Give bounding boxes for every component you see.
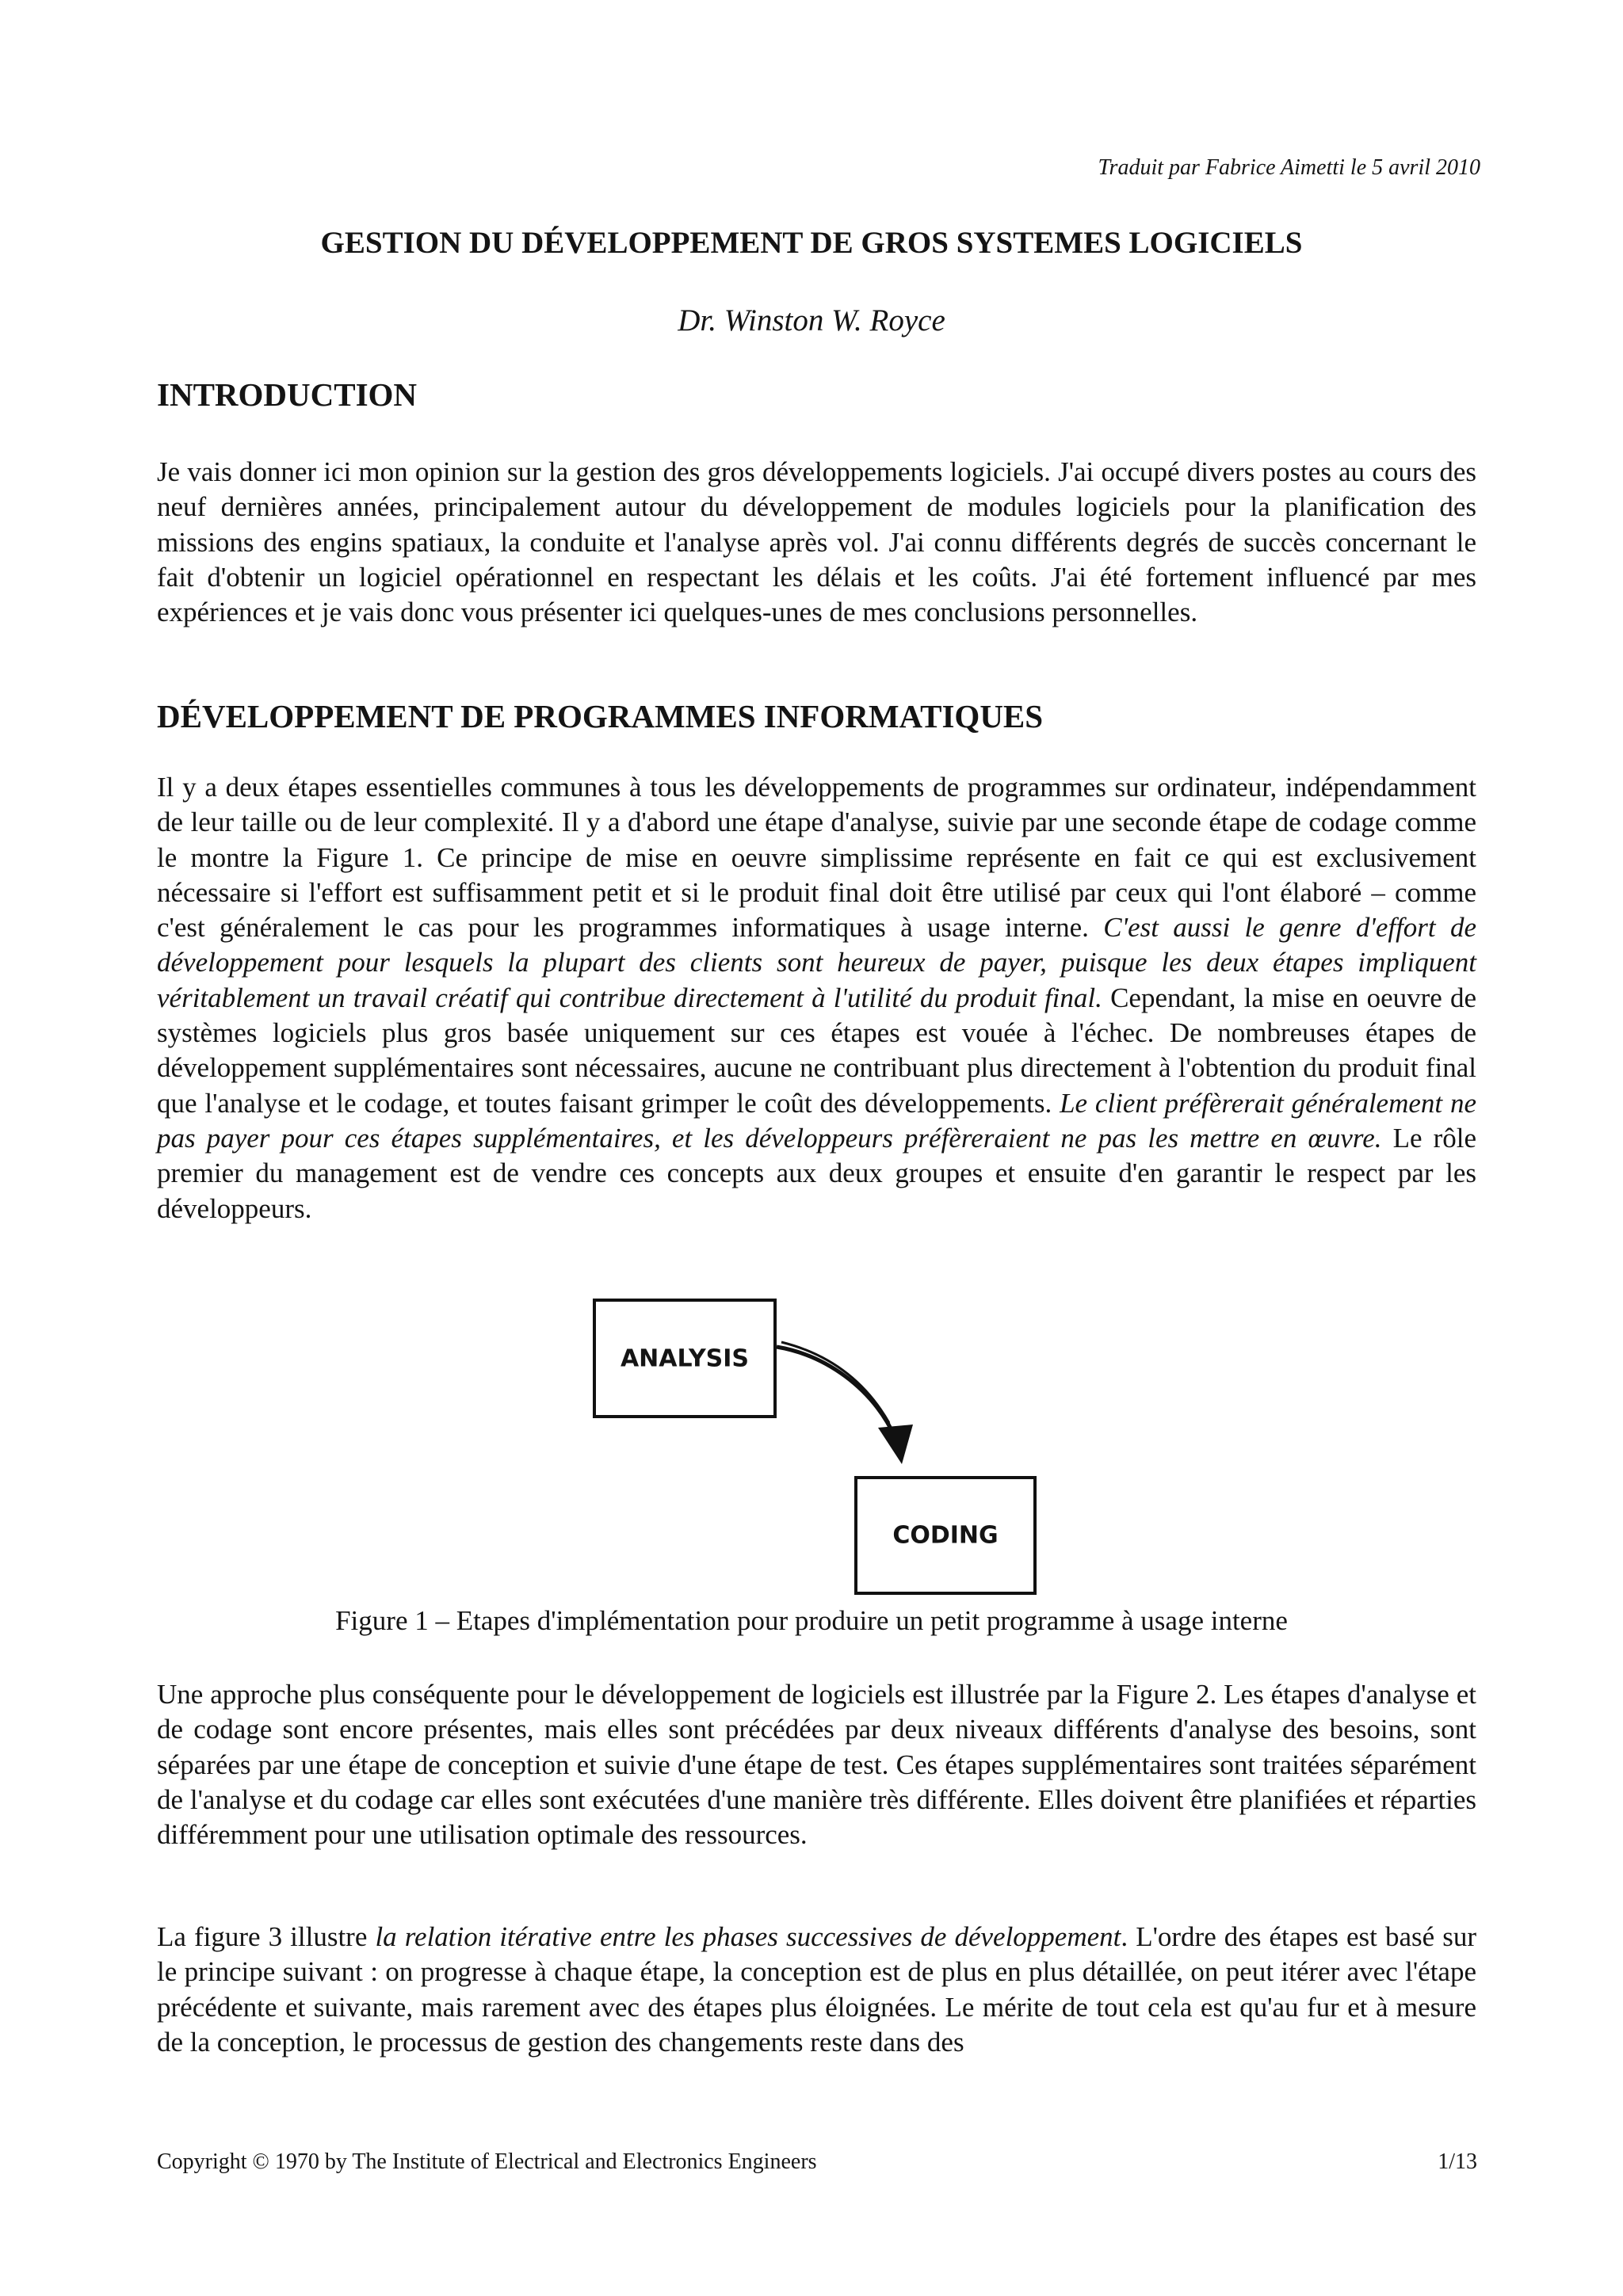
paragraph-italic-text: Le client préfèrerait généralement ne pas payer pour ces étapes supplémentaires, et les développeurs préfèreraient ne pas les mettre en œuvre. xyxy=(157,1087,1476,1154)
paragraph-text: Cependant, la mise en oeuvre de systèmes logiciels plus gros basée uniquement sur ces étapes est vouée à l'échec. De nombreuses étapes de développement supplémentaires sont nécessaires, aucune ne contribuant plus directement à l'obtention du produit final que l'analyse et le codage, et toutes faisant grimper le coût des développements. xyxy=(157,982,1477,1119)
paragraph-italic-text: la relation itérative entre les phases successives de développement xyxy=(375,1921,1121,1952)
footer-copyright: Copyright © 1970 by The Institute of Electrical and Electronics Engineers xyxy=(157,2149,817,2174)
section-heading-introduction: INTRODUCTION xyxy=(157,376,418,413)
paragraph-development-3 xyxy=(157,1920,1476,2060)
coding-label: CODING xyxy=(892,1521,999,1550)
footer-page-number: 1/13 xyxy=(1438,2149,1477,2174)
figure-1-diagram xyxy=(586,1291,999,1608)
paragraph-text: Le rôle premier du management est de vendre ces concepts aux deux groupes et ensuite d'en garantir le respect par les développeurs. xyxy=(157,1122,1477,1224)
translator-note: Traduit par Fabrice Aimetti le 5 avril 2010 xyxy=(1098,155,1480,180)
paragraph-text: Il y a deux étapes essentielles communes à tous les développements de programmes sur ordinateur, indépendamment de leur taille ou de leur complexité. Il y a d'abord une étape d'analyse, suivie par une seconde étape de codage comme le montre la Figure 1. Ce principe de mise en oeuvre simplissime représente en fait ce qui est exclusivement nécessaire si l'effort est suffisamment petit et si le produit final doit être utilisé par ceux qui l'ont élaboré – comme c'est généralement le cas pour les programmes informatiques à usage interne. xyxy=(157,772,1476,944)
paragraph-development-1 xyxy=(157,770,1476,1226)
paragraph-introduction: Je vais donner ici mon opinion sur la gestion des gros développements logiciels. J'ai occupé divers postes au cours des neuf dernières années, principalement autour du développement de modules logiciels pour la planification des missions des engins spatiaux, la conduite et l'analyse après vol. J'ai connu différents degrés de succès concernant le fait d'obtenir un logiciel opérationnel en respectant les délais et les coûts. J'ai été fortement influencé par mes expériences et je vais donc vous présenter ici quelques-unes de mes conclusions personnelles. xyxy=(157,456,1476,628)
section-heading-development: DÉVELOPPEMENT DE PROGRAMMES INFORMATIQUES xyxy=(157,698,1044,734)
paragraph-italic-text: C'est aussi le genre d'effort de développement pour lesquels la plupart des clients sont heureux de payer, puisque les deux étapes impliquent véritablement un travail créatif qui contribue directement à l'utilité du produit final. xyxy=(157,912,1477,1013)
document-author: Dr. Winston W. Royce xyxy=(678,303,945,338)
paragraph-development-2: Une approche plus conséquente pour le développement de logiciels est illustrée par la Figure 2. Les étapes d'analyse et de codage sont encore présentes, mais elles sont précédées par deux niveaux différents d'analyse des besoins, sont séparées par une étape de conception et suivie d'une étape de test. Ces étapes supplémentaires sont traitées séparément de l'analyse et du codage car elles sont exécutées d'une manière très différente. Elles doivent être planifiées et réparties différemment pour une utilisation optimale des ressources. xyxy=(157,1679,1476,1851)
figure-1-caption: Figure 1 – Etapes d'implémentation pour produire un petit programme à usage interne xyxy=(335,1605,1288,1636)
document-title: GESTION DU DÉVELOPPEMENT DE GROS SYSTEMES LOGICIELS xyxy=(320,226,1303,260)
analysis-label: ANALYSIS xyxy=(620,1344,750,1372)
paragraph-text: La figure 3 illustre xyxy=(157,1921,368,1952)
paragraph-text: . L'ordre des étapes est basé sur le principe suivant : on progresse à chaque étape, la conception est de plus en plus détaillée, on peut itérer avec l'étape précédente et suivante, mais rarement avec des étapes plus éloignées. Le mérite de tout cela est qu'au fur et à mesure de la conception, le processus de gestion des changements reste dans des xyxy=(157,1921,1476,2058)
coding-box xyxy=(854,1476,1037,1595)
